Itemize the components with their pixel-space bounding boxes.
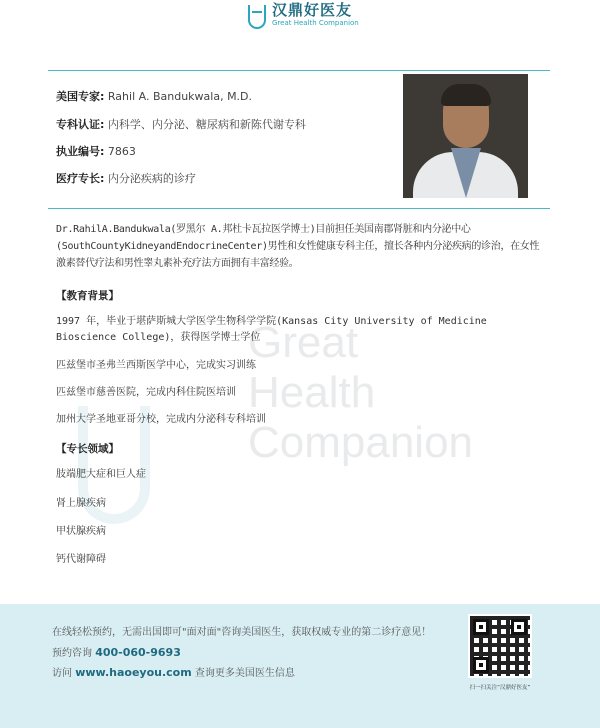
watermark-text: Great Health Companion (248, 318, 474, 467)
certification-row (56, 116, 306, 132)
education-heading: 【教育背景】 (56, 290, 119, 302)
specialties-heading: 【专长领域】 (56, 443, 119, 455)
footer-promo-text: 在线轻松预约，无需出国即可"面对面"咨询美国医生，获取权威专业的第二诊疗意见！ (52, 627, 432, 638)
education-item: 匹兹堡市慈善医院，完成内科住院医培训 (56, 387, 236, 398)
phone-number[interactable]: 400-060-9693 (95, 646, 181, 659)
license-label: 执业编号: (56, 145, 105, 158)
doctor-photo (403, 74, 528, 198)
education-item: 1997 年，毕业于堪萨斯城大学医学生物科学学院(Kansas City University of Medicine Bioscience College)，获得医学博士学位 (56, 316, 487, 343)
brand-name-cn: 汉鼎好医友 (272, 1, 353, 19)
footer (0, 604, 600, 728)
logo-icon (248, 5, 266, 29)
license-value: 7863 (107, 145, 136, 158)
qr-code-icon[interactable] (468, 614, 532, 678)
visit-label: 访问 (52, 668, 72, 679)
expert-label: 美国专家: (56, 90, 105, 103)
specialty-item: 甲状腺疾病 (56, 526, 106, 537)
specialty-item: 钙代谢障碍 (56, 554, 106, 565)
divider-bottom (48, 208, 550, 209)
expert-name: Rahil A. Bandukwala, M.D. (107, 90, 253, 103)
brand-logo[interactable] (248, 2, 359, 29)
visit-line (52, 664, 295, 679)
specialty-value: 内分泌疾病的诊疗 (107, 172, 196, 185)
specialty-label: 医疗专长: (56, 172, 105, 185)
qr-caption: 扫一扫关注“汉鼎好医友” (469, 685, 531, 691)
doctor-introduction: Dr.RahilA.Bandukwala(罗黑尔 A.邦杜卡瓦拉医学博士)目前担任美国南郡肾脏和内分泌中心(SouthCountyKidneyandEndocrineCenter)男性和女性健康专科主任，擅长各种内分泌疾病的诊治，在女性激素替代疗法和男性睾丸素补充疗法方面拥有丰富经验。 (56, 224, 540, 269)
certification-value: 内科学、内分泌、糖尿病和新陈代谢专科 (107, 118, 306, 131)
consult-line (52, 644, 181, 659)
brand-name-en: Great Health Companion (272, 19, 359, 27)
divider-top (48, 70, 550, 71)
education-item: 匹兹堡市圣弗兰西斯医学中心，完成实习训练 (56, 360, 256, 371)
header (0, 0, 600, 36)
visit-suffix: 查询更多美国医生信息 (194, 668, 295, 679)
specialty-item: 肢端肥大症和巨人症 (56, 469, 146, 480)
consult-label: 预约咨询 (52, 648, 92, 659)
license-row (56, 143, 136, 159)
certification-label: 专科认证: (56, 118, 105, 131)
expert-row (56, 88, 252, 104)
education-item: 加州大学圣地亚哥分校，完成内分泌科专科培训 (56, 414, 266, 425)
website-link[interactable]: www.haoeyou.com (75, 666, 192, 679)
specialty-row (56, 170, 196, 186)
specialty-item: 肾上腺疾病 (56, 498, 106, 509)
